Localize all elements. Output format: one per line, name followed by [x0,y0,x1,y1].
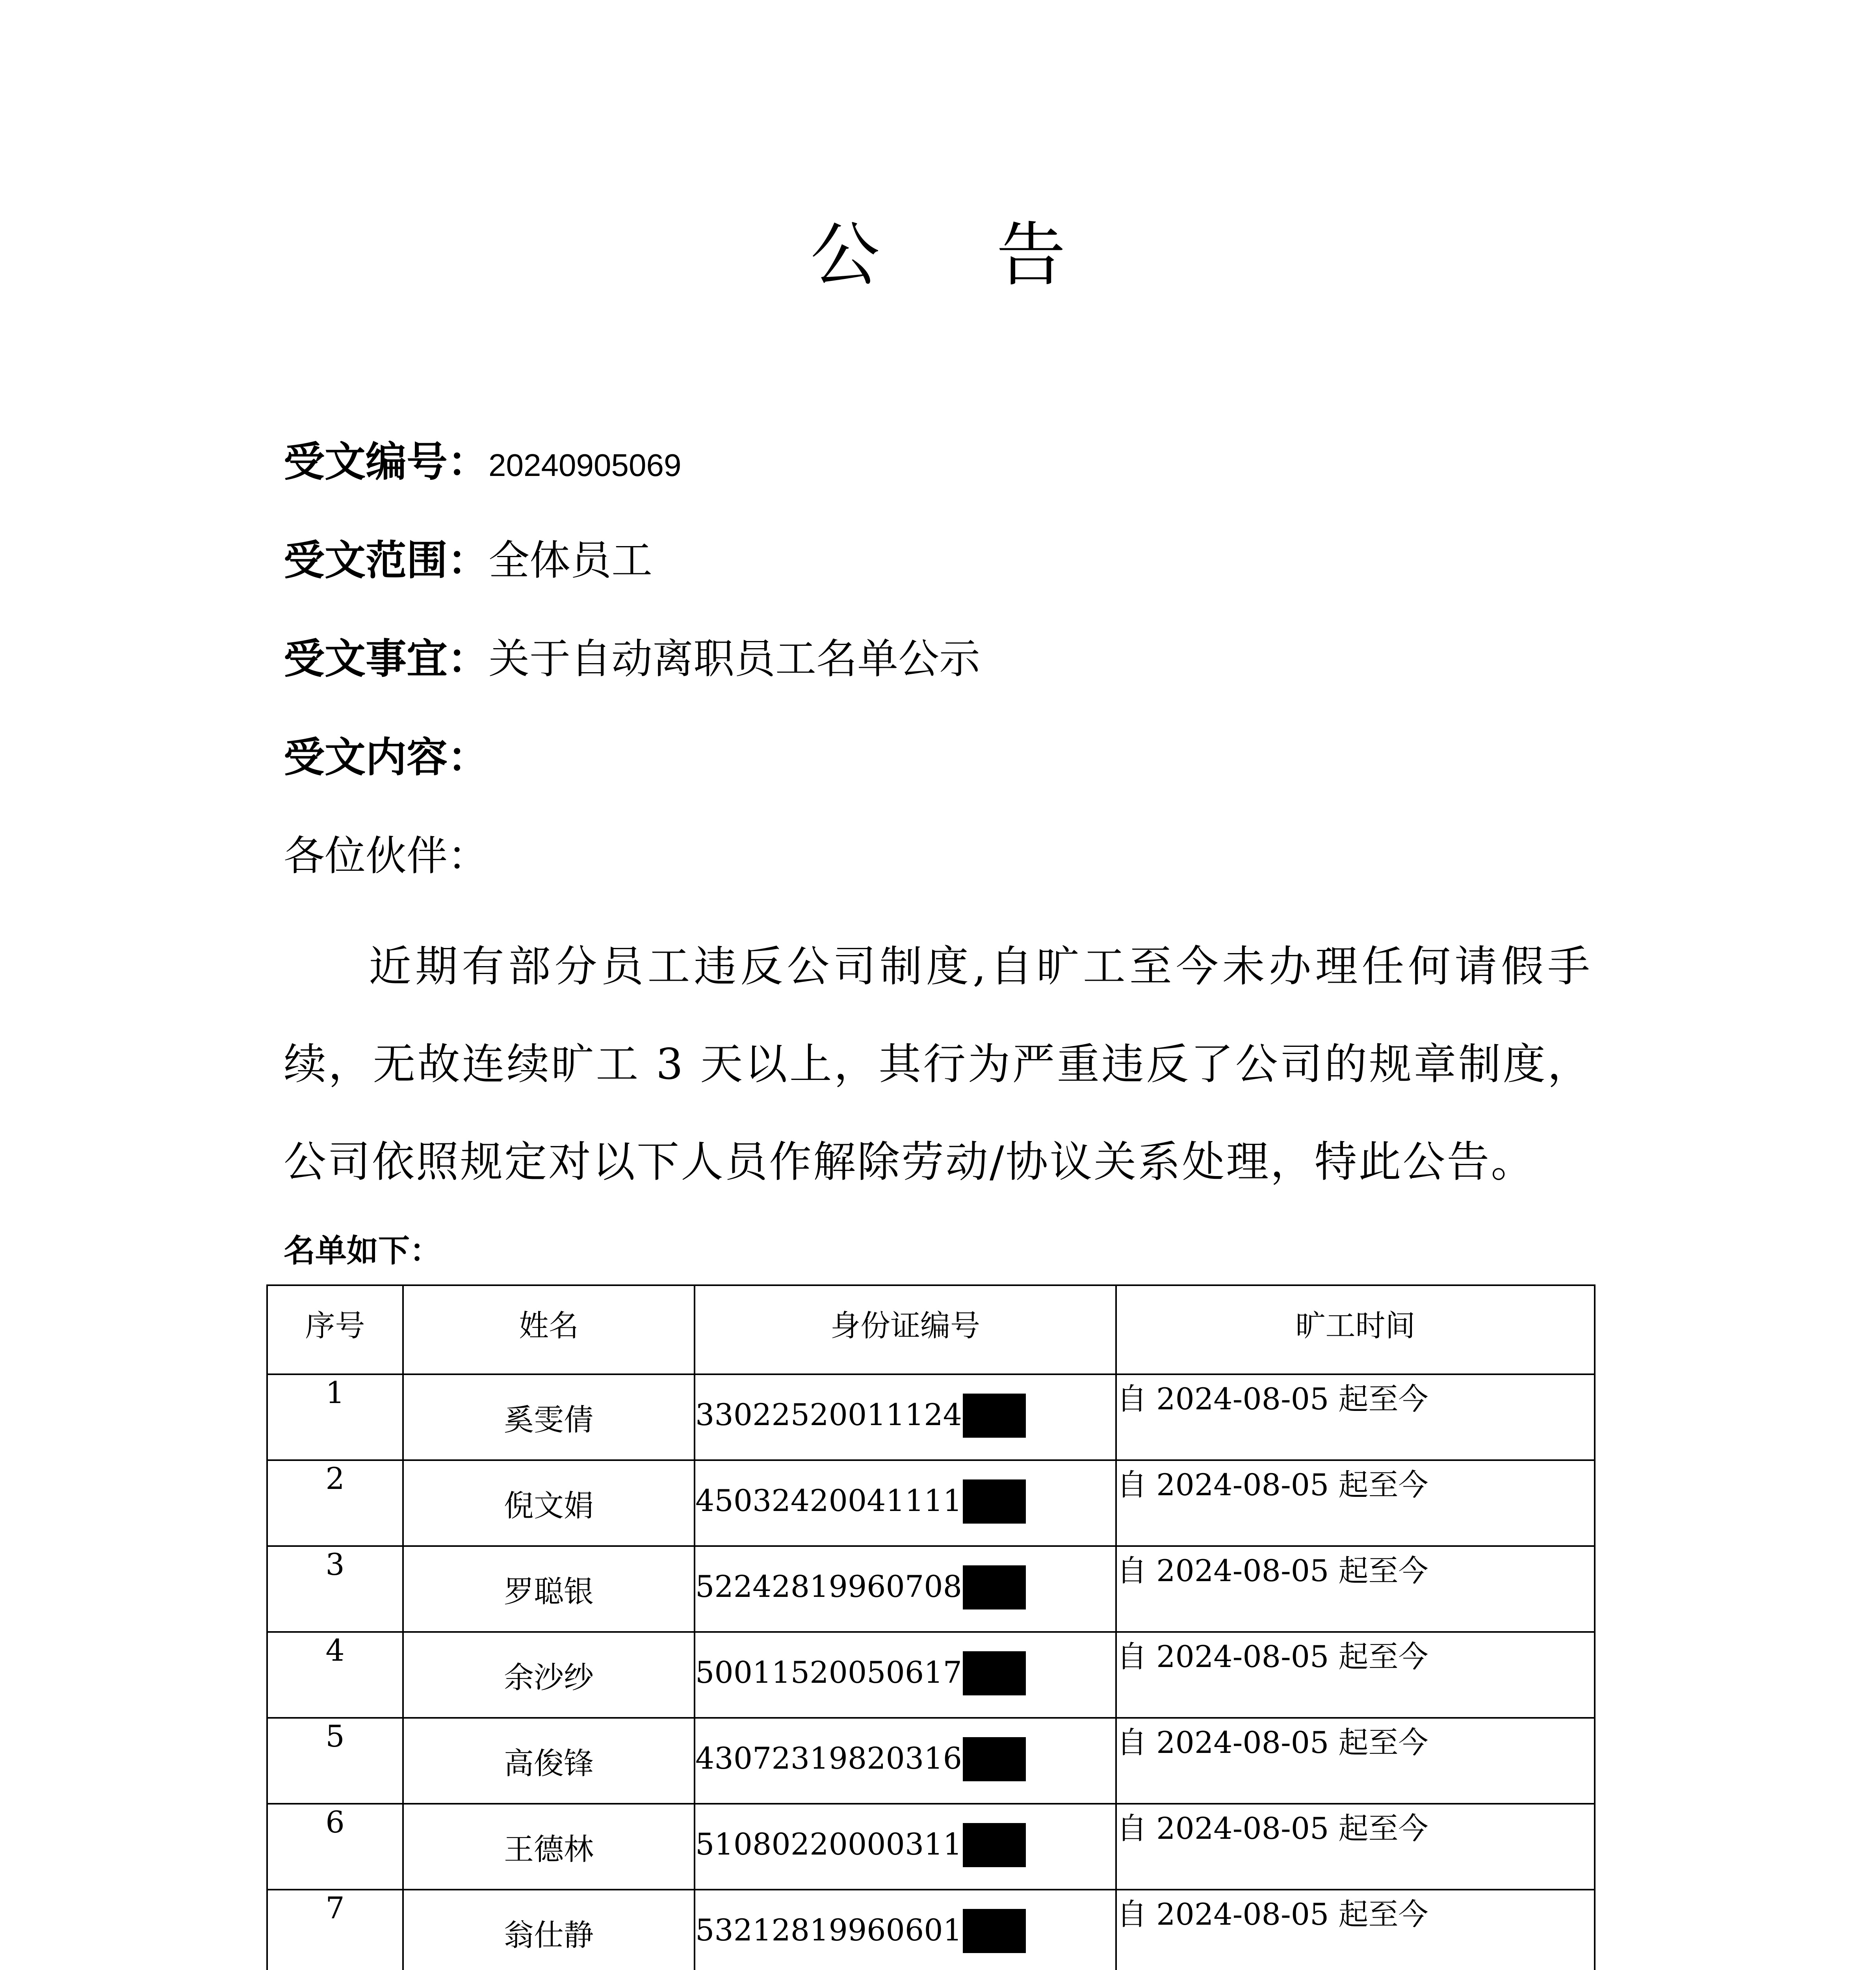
doc-number-field [284,437,681,487]
scope-label: 受文范围： [284,536,489,584]
scope-value: 全体员工 [489,536,653,584]
cell-seq [267,1804,403,1890]
cell-id-number-text: 53212819960601 [695,1912,962,1948]
cell-name [403,1460,695,1546]
cell-seq-text: 3 [325,1547,345,1582]
cell-seq [267,1546,403,1632]
cell-id-number [695,1718,1116,1804]
cell-id-number [695,1460,1116,1546]
header-seq: 序号 [267,1285,403,1374]
cell-absence-time [1116,1546,1595,1632]
table-body [267,1374,1595,1970]
matter-field [284,634,980,684]
cell-name-text: 高俊锋 [504,1745,594,1781]
employee-table [266,1284,1596,1970]
cell-id-number-text: 43072319820316 [695,1741,962,1776]
cell-id-number [695,1890,1116,1970]
cell-absence-time [1116,1718,1595,1804]
cell-absence-time [1116,1804,1595,1890]
redaction-box [963,1479,1026,1524]
table-row [267,1890,1595,1970]
cell-absence-time-text: 自 2024-08-05 起至今 [1117,1381,1428,1416]
cell-absence-time-text: 自 2024-08-05 起至今 [1117,1897,1428,1932]
cell-seq [267,1718,403,1804]
redaction-box [963,1823,1026,1867]
cell-seq-text: 2 [325,1461,345,1496]
cell-id-number [695,1632,1116,1718]
table-row [267,1374,1595,1460]
cell-absence-time-text: 自 2024-08-05 起至今 [1117,1725,1428,1760]
cell-id-number-text: 52242819960708 [695,1569,962,1604]
body-paragraph: 近期有部分员工违反公司制度,自旷工至今未办理任何请假手续，无故连续旷工 3 天以上，其行为严重违反了公司的规章制度，公司依照规定对以下人员作解除劳动/协议关系处理，特此公告。 [284,942,1592,1187]
cell-absence-time [1116,1460,1595,1546]
matter-value: 关于自动离职员工名单公示 [489,635,981,683]
cell-name [403,1546,695,1632]
redaction-box [963,1909,1026,1953]
cell-name [403,1804,695,1890]
cell-name-text: 余沙纱 [504,1660,594,1695]
cell-seq-text: 6 [325,1805,345,1840]
cell-seq [267,1374,403,1460]
cell-name-text: 罗聪银 [504,1574,594,1609]
cell-name [403,1718,695,1804]
content-label: 受文内容： [284,733,489,781]
cell-absence-time [1116,1374,1595,1460]
cell-name [403,1632,695,1718]
cell-absence-time-text: 自 2024-08-05 起至今 [1117,1639,1428,1674]
cell-seq [267,1632,403,1718]
doc-number-value: 20240905069 [489,448,682,483]
cell-id-number-text: 50011520050617 [695,1655,962,1690]
table-row [267,1460,1595,1546]
cell-id-number-text: 45032420041111 [695,1483,962,1518]
list-heading: 名单如下： [284,1232,441,1269]
redaction-box [963,1394,1026,1438]
cell-name-text: 王德林 [504,1831,594,1867]
header-name: 姓名 [403,1285,695,1374]
cell-absence-time-text: 自 2024-08-05 起至今 [1117,1811,1428,1846]
redaction-box [963,1651,1026,1695]
cell-absence-time [1116,1632,1595,1718]
redaction-box [963,1565,1026,1609]
doc-number-label: 受文编号： [284,438,489,486]
content-field [284,733,489,782]
cell-id-number-text: 33022520011124 [695,1397,962,1432]
cell-seq-text: 4 [325,1633,345,1668]
header-id: 身份证编号 [695,1285,1116,1374]
table-header-row [267,1285,1595,1374]
cell-id-number [695,1546,1116,1632]
cell-seq-text: 7 [325,1890,345,1925]
cell-seq-text: 5 [325,1719,345,1754]
greeting-text: 各位伙伴： [284,832,489,880]
cell-seq [267,1460,403,1546]
cell-name-text: 奚雯倩 [504,1402,594,1437]
cell-id-number [695,1804,1116,1890]
cell-name [403,1374,695,1460]
cell-name-text: 倪文娟 [504,1488,594,1523]
redaction-box [963,1737,1026,1781]
table-row [267,1804,1595,1890]
cell-name [403,1890,695,1970]
cell-seq [267,1890,403,1970]
cell-name-text: 翁仕静 [504,1917,594,1953]
greeting [284,831,489,881]
header-time: 旷工时间 [1116,1285,1595,1374]
cell-seq-text: 1 [325,1375,345,1410]
cell-absence-time-text: 自 2024-08-05 起至今 [1117,1467,1428,1502]
matter-label: 受文事宜： [284,635,489,683]
table-row [267,1632,1595,1718]
notice-title: 公 告 [810,215,1113,296]
cell-id-number [695,1374,1116,1460]
cell-absence-time-text: 自 2024-08-05 起至今 [1117,1553,1428,1588]
scope-field [284,536,652,585]
cell-id-number-text: 51080220000311 [695,1827,962,1862]
cell-absence-time [1116,1890,1595,1970]
table-row [267,1546,1595,1632]
table-row [267,1718,1595,1804]
